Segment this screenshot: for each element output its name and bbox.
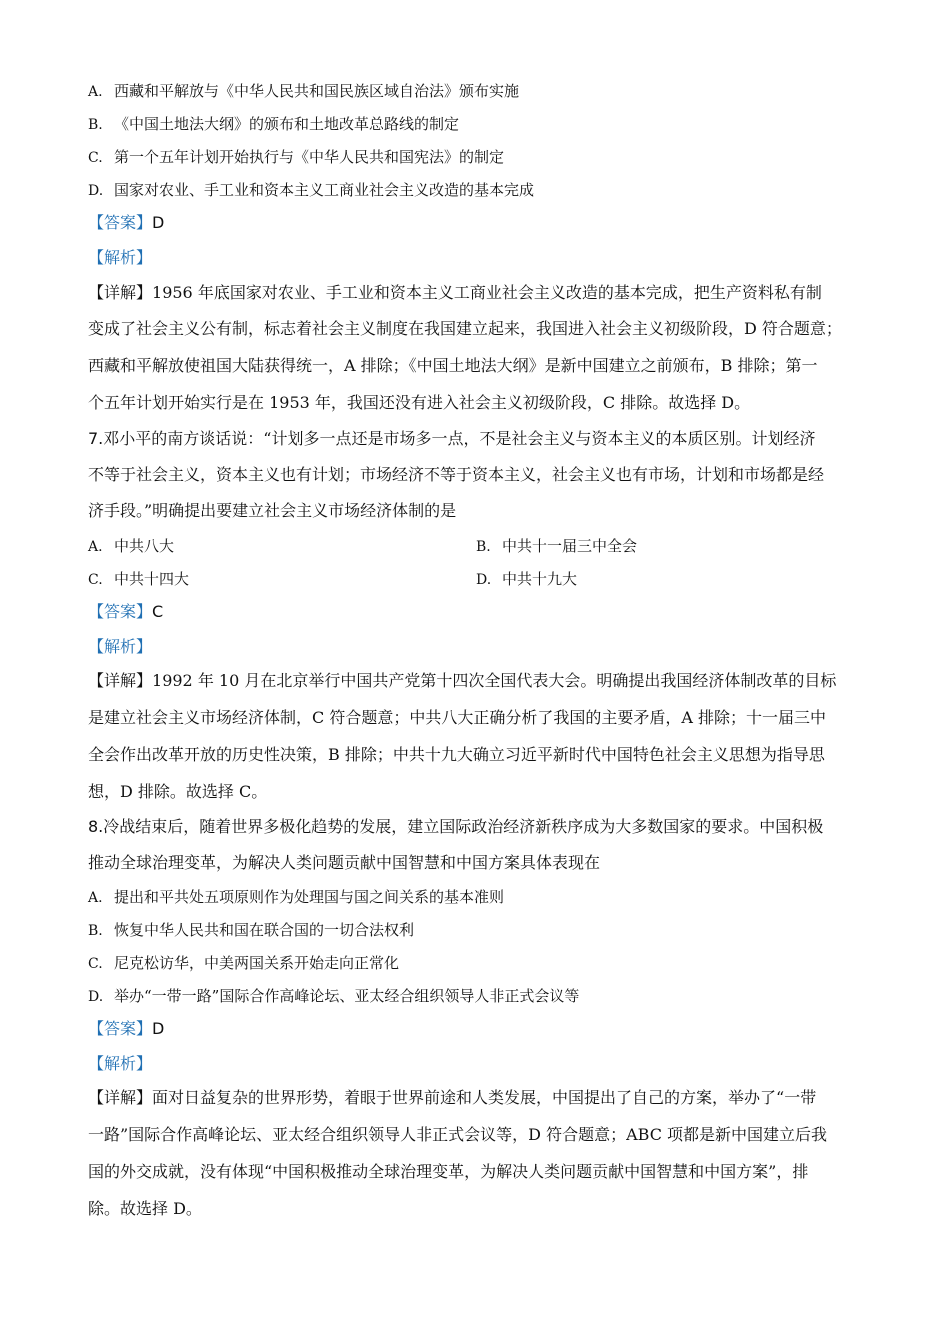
option-text: 国家对农业、手工业和资本主义工商业社会主义改造的基本完成: [114, 181, 535, 199]
option-letter: B.: [88, 117, 103, 133]
option-text: 恢复中华人民共和国在联合国的一切合法权利: [114, 921, 415, 939]
analysis-tag: 【解析】: [88, 1054, 153, 1073]
option-text: 西藏和平解放与《中华人民共和国民族区域自治法》颁布实施: [114, 82, 520, 100]
analysis-tag: 【解析】: [88, 637, 153, 656]
answer-value: C: [152, 602, 164, 621]
question-number: 7.: [88, 429, 104, 448]
option-letter: D.: [88, 183, 104, 199]
answer-tag: 【答案】: [88, 213, 153, 232]
q8-option-b: [88, 920, 414, 940]
option-text: 尼克松访华，中美两国关系开始走向正常化: [114, 954, 400, 972]
option-letter: A.: [88, 539, 103, 555]
stem-text: 冷战结束后，随着世界多极化趋势的发展，建立国际政治经济新秩序成为大多数国家的要求。中国积极: [103, 817, 824, 836]
q8-option-c: [88, 953, 399, 973]
q7-detail-line-3: 全会作出改革开放的历史性决策，B 排除；中共十九大确立习近平新时代中国特色社会主义思想为指导思: [88, 745, 825, 764]
option-text: 中共十九大: [502, 570, 578, 588]
answer-value: D: [152, 213, 165, 232]
option-letter: C.: [88, 150, 103, 166]
q6-detail-line-2: 变成了社会主义公有制，标志着社会主义制度在我国建立起来，我国进入社会主义初级阶段，D 符合题意；: [88, 319, 842, 338]
answer-tag: 【答案】: [88, 602, 153, 621]
q7-analysis-tag: [88, 637, 152, 657]
q6-answer: [88, 213, 164, 233]
option-text: 提出和平共处五项原则作为处理国与国之间关系的基本准则: [114, 888, 505, 906]
detail-text: 面对日益复杂的世界形势，着眼于世界前途和人类发展，中国提出了自己的方案，举办了“一带: [152, 1088, 817, 1107]
q7-stem-line-3: 济手段。”明确提出要建立社会主义市场经济体制的是: [88, 501, 457, 520]
option-letter: C.: [88, 572, 103, 588]
q8-detail-line-1: [88, 1088, 816, 1108]
option-letter: A.: [88, 890, 103, 906]
q6-option-a: [88, 81, 519, 101]
q6-option-c: [88, 147, 504, 167]
question-number: 8.: [88, 817, 104, 836]
answer-value: D: [152, 1019, 165, 1038]
q8-stem-line-1: [88, 817, 823, 837]
option-text: 中共十四大: [114, 570, 190, 588]
option-text: 中共十一届三中全会: [502, 537, 638, 555]
q8-detail-line-3: 国的外交成就，没有体现“中国积极推动全球治理变革，为解决人类问题贡献中国智慧和中国方案”，排: [88, 1162, 809, 1181]
option-text: 举办“一带一路”国际合作高峰论坛、亚太经合组织领导人非正式会议等: [114, 987, 580, 1005]
detail-tag: 【详解】: [88, 671, 153, 690]
option-letter: D.: [476, 572, 492, 588]
option-text: 第一个五年计划开始执行与《中华人民共和国宪法》的制定: [114, 148, 505, 166]
q7-option-d: [476, 569, 577, 589]
q6-detail-line-3: 西藏和平解放使祖国大陆获得统一，A 排除；《中国土地法大纲》是新中国建立之前颁布，B 排除；第一: [88, 356, 818, 375]
q7-detail-line-4: 想，D 排除。故选择 C。: [88, 782, 268, 801]
q7-option-a: [88, 536, 174, 556]
detail-tag: 【详解】: [88, 1088, 153, 1107]
q6-detail-line-4: 个五年计划开始实行是在 1953 年，我国还没有进入社会主义初级阶段，C 排除。故选择 D。: [88, 393, 751, 412]
q7-option-b: [476, 536, 637, 556]
q7-option-c: [88, 569, 189, 589]
option-letter: D.: [88, 989, 104, 1005]
q8-answer: [88, 1019, 164, 1039]
q7-detail-line-2: 是建立社会主义市场经济体制，C 符合题意；中共八大正确分析了我国的主要矛盾，A 排除；十一届三中: [88, 708, 826, 727]
q7-stem-line-1: [88, 429, 815, 449]
option-text: 《中国土地法大纲》的颁布和土地改革总路线的制定: [114, 115, 460, 133]
q8-detail-line-2: 一路”国际合作高峰论坛、亚太经合组织领导人非正式会议等，D 符合题意；ABC 项都是新中国建立后我: [88, 1125, 828, 1144]
q7-detail-line-1: [88, 671, 836, 691]
detail-text: 1992 年 10 月在北京举行中国共产党第十四次全国代表大会。明确提出我国经济体制改革的目标: [152, 671, 837, 690]
stem-text: 邓小平的南方谈话说：“计划多一点还是市场多一点，不是社会主义与资本主义的本质区别。计划经济: [103, 429, 816, 448]
option-letter: C.: [88, 956, 103, 972]
q6-analysis-tag: [88, 248, 152, 268]
q6-option-b: [88, 114, 459, 134]
q7-answer: [88, 602, 163, 622]
q8-analysis-tag: [88, 1054, 152, 1074]
q6-detail-line-1: [88, 283, 822, 303]
q7-stem-line-2: 不等于社会主义，资本主义也有计划；市场经济不等于资本主义，社会主义也有市场，计划和市场都是经: [88, 465, 825, 484]
q8-option-a: [88, 887, 504, 907]
answer-tag: 【答案】: [88, 1019, 153, 1038]
q8-option-d: [88, 986, 579, 1006]
option-letter: B.: [88, 923, 103, 939]
detail-tag: 【详解】: [88, 283, 153, 302]
analysis-tag: 【解析】: [88, 248, 153, 267]
option-letter: A.: [88, 84, 103, 100]
option-letter: B.: [476, 539, 491, 555]
detail-text: 1956 年底国家对农业、手工业和资本主义工商业社会主义改造的基本完成，把生产资料私有制: [152, 283, 822, 302]
option-text: 中共八大: [114, 537, 175, 555]
q8-detail-line-4: 除。故选择 D。: [88, 1199, 202, 1218]
q6-option-d: [88, 180, 534, 200]
q8-stem-line-2: 推动全球治理变革，为解决人类问题贡献中国智慧和中国方案具体表现在: [88, 853, 601, 872]
